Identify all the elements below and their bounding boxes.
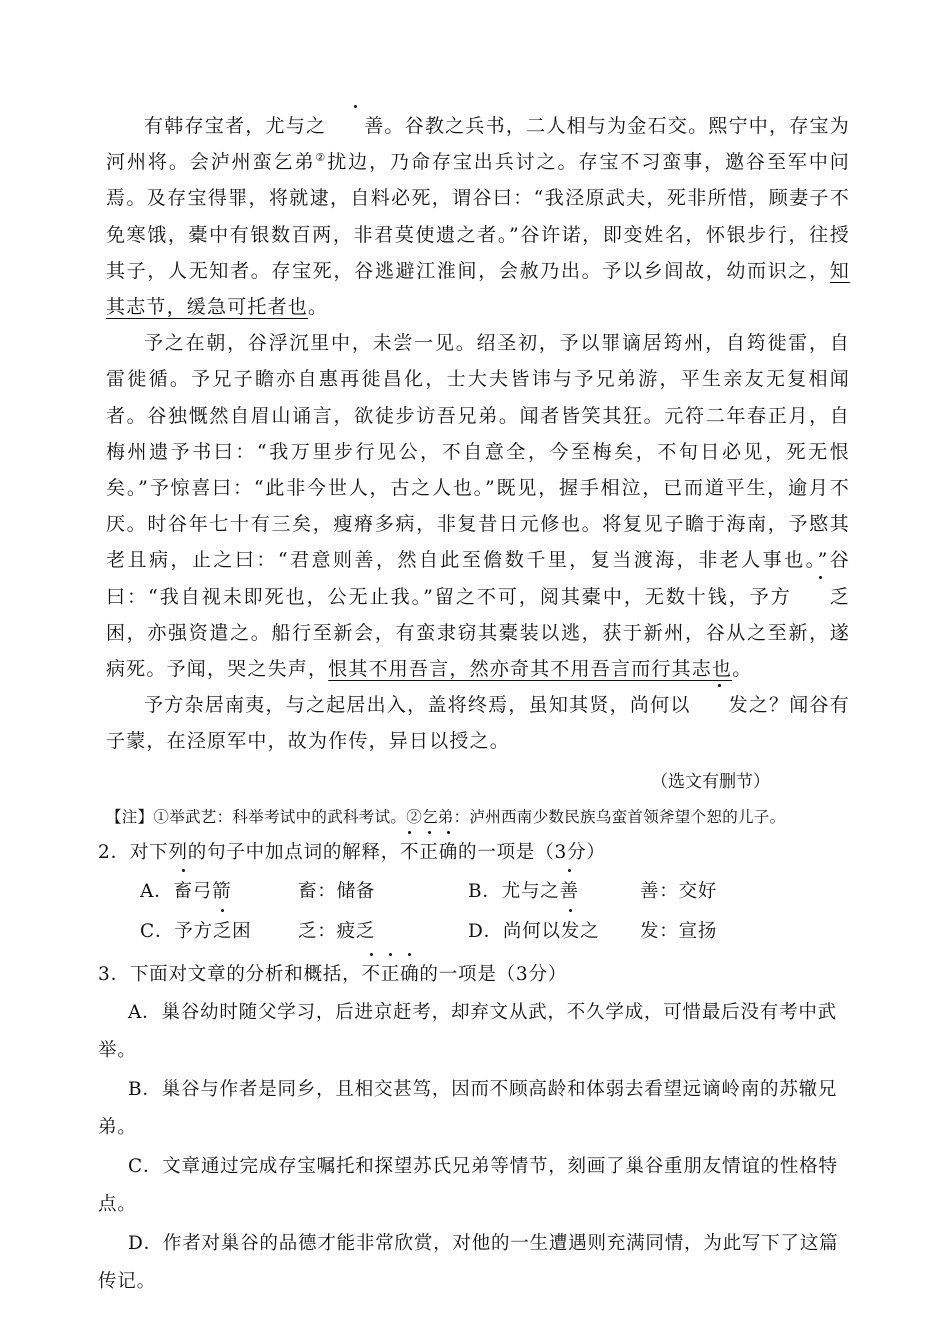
source-note: （选文有删节）	[651, 771, 770, 792]
underlined-sentence: 恨其不用吾言，然亦奇其不用吾言而行其志也	[328, 658, 733, 681]
option-a[interactable]	[140, 872, 298, 912]
footnotes: 【注】①举武艺：科举考试中的武科考试。②乞弟：泸州西南少数民族乌蛮首领斧望个恕的儿子。	[106, 807, 786, 826]
dotted-char: 不	[361, 956, 380, 994]
text-run: C．予方	[140, 920, 213, 942]
option-d-explanation: 发：宣扬	[640, 920, 718, 942]
option-c-explanation: 乏：疲乏	[298, 920, 376, 942]
dotted-phrase	[361, 964, 419, 985]
passage-paragraph-2	[106, 325, 850, 687]
dotted-word: 乏	[792, 579, 850, 615]
text-run: 。谷教之兵书，二人相与为金石交。熙宁中，存宝为河州将。会泸州蛮乞弟	[106, 115, 850, 174]
text-run: 弓箭	[192, 880, 232, 902]
option-b-explanation: 善：交好	[640, 880, 718, 902]
option-b[interactable]	[468, 872, 640, 912]
text-run: 。	[732, 658, 753, 681]
option-c[interactable]	[140, 912, 298, 952]
text-run: 之	[580, 920, 600, 942]
dotted-word: 善	[560, 872, 579, 912]
dotted-char: 确	[439, 834, 458, 872]
text-run: 。	[308, 296, 329, 319]
text-run: 有韩存宝者，尤与之	[144, 115, 327, 137]
option-d[interactable]	[468, 912, 640, 952]
dotted-phrase	[400, 842, 458, 863]
dotted-char: 确	[400, 956, 419, 994]
text-run: B．尤与之	[468, 880, 560, 902]
text-run: 予之在朝，谷浮沉里中，未尝一见。绍圣初，予以罪谪居筠州，自筠徙雷，自雷徙循。予兄子瞻亦自惠再徙昌化，士大夫皆讳与予兄弟游，平生亲友无复相闻者。谷独慨然自眉山诵言，欲徒步访吾兄弟。闻者皆笑其狂。元符二年春正月，自梅州遗予书曰：“我万里步行见公，不自意全，今至梅矣，不旬日必见，死无恨矣。”予惊喜曰：“此非今世人，古之人也。”既见，握手相泣，已而道平生，逾月不厌。时谷年七十有三矣，瘦瘠多病，非复昔日元修也。将复见子瞻于海南，予愍其老且病，止之曰：“君意则善，然自此至儋数千里，复当渡海，非老人事也。”谷曰：“我自视未即死也，公无止我。”留之不可，阅其橐中，无数十钱，予方	[106, 332, 850, 608]
dotted-char: 正	[419, 834, 438, 872]
dotted-char: 不	[400, 834, 419, 872]
text-run: A．	[140, 880, 174, 902]
text-run: D．尚何以	[468, 920, 561, 942]
question-3-stem	[98, 956, 850, 994]
option-a-explanation: 畜：储备	[298, 880, 376, 902]
dotted-word: 乏	[213, 912, 232, 952]
question-2-stem	[98, 834, 850, 872]
passage-paragraph-3	[106, 687, 850, 759]
dotted-char: 正	[381, 956, 400, 994]
text-run: 2．对下列的句子中加点词的解释，	[98, 841, 401, 863]
question-3-choice-d[interactable]: D．作者对巢谷的品德才能非常欣赏，对他的一生遭遇则充满同情，为此写下了这篇传记。	[98, 1232, 839, 1293]
footnote-marker: ②	[315, 151, 328, 165]
passage-paragraph-1	[106, 108, 850, 325]
text-run: 予方杂居南夷，与之起居出入，盖将终焉，虽知其贤，尚何以	[144, 694, 691, 717]
text-run: 之？闻谷有子蒙，在泾原军中，故为作传，异日以授之。	[106, 694, 850, 753]
text-run: 困，亦强资遣之。船行至新会，有蛮隶窃其橐装以逃，获于新州，谷从之至新，遂病死。予闻，哭之失声，	[106, 621, 850, 681]
text-run: 3．下面对文章的分析和概括，	[98, 963, 362, 985]
dotted-word: 畜	[173, 872, 192, 912]
text-run: 困	[232, 920, 252, 942]
dotted-word: 善	[326, 108, 384, 144]
question-2-options	[140, 872, 850, 952]
exam-page	[98, 108, 850, 1302]
text-run: 扰边，乃命存宝出兵讨之。存宝不习蛮事，邀谷至军中问焉。及存宝得罪，将就逮，自料必死，谓谷曰：“我泾原武夫，死非所惜，顾妻子不免寒饿，橐中有银数百两，非君莫使遗之者。”谷许诺，即变姓名，怀银步行，往授其子，人无知者。存宝死，谷逃避江淮间，会赦乃出。予以乡闾故，幼而识之，	[106, 151, 850, 282]
text-run: 的一项是（3分）	[419, 963, 568, 985]
dotted-word: 发	[561, 912, 580, 952]
option-row	[140, 912, 850, 952]
underlined-sentence: 知其志节，缓急可托者也	[106, 259, 850, 319]
text-run: 的一项是（3分）	[458, 841, 606, 863]
dotted-word: 发	[691, 687, 749, 723]
question-3-choice-b[interactable]: B．巢谷与作者是同乡，且相交甚笃，因而不顾高龄和体弱去看望远谪岭南的苏辙兄弟。	[98, 1078, 838, 1139]
option-row	[140, 872, 850, 912]
question-3-choice-c[interactable]: C．文章通过完成存宝嘱托和探望苏氏兄弟等情节，刻画了巢谷重朋友情谊的性格特点。	[98, 1155, 838, 1216]
question-3-choice-a[interactable]: A．巢谷幼时随父学习，后进京赶考，却弃文从武，不久学成，可惜最后没有考中武举。	[98, 1001, 837, 1062]
